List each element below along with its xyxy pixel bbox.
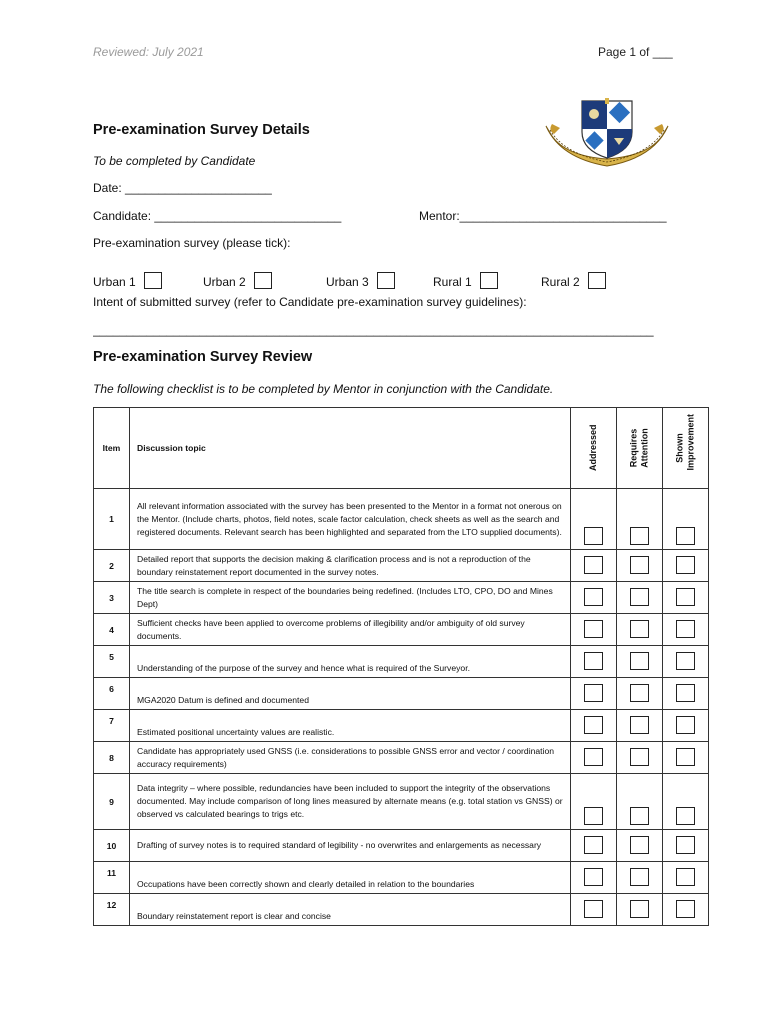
- header-requires-label: [629, 426, 651, 471]
- addressed-checkbox[interactable]: [584, 868, 603, 886]
- addressed-checkbox[interactable]: [584, 652, 603, 670]
- header-topic: Discussion topic: [130, 408, 571, 489]
- option-rural-2[interactable]: [541, 272, 606, 289]
- shown-improvement-cell: [663, 830, 709, 862]
- checkbox[interactable]: [144, 272, 162, 289]
- requires-attention-cell: [617, 742, 663, 774]
- requires-attention-checkbox[interactable]: [630, 620, 649, 638]
- survey-type-prompt: Pre-examination survey (please tick):: [93, 236, 291, 250]
- checkbox[interactable]: [377, 272, 395, 289]
- intent-field[interactable]: ____________________________________________________________________________________: [93, 323, 654, 337]
- requires-attention-cell: [617, 894, 663, 926]
- requires-attention-cell: [617, 550, 663, 582]
- row-item-number: 3: [94, 582, 130, 614]
- shown-improvement-checkbox[interactable]: [676, 868, 695, 886]
- shown-improvement-cell: [663, 774, 709, 830]
- shown-improvement-checkbox[interactable]: [676, 588, 695, 606]
- header-shown-line2: Improvement: [685, 413, 696, 471]
- header-requires-attention: [617, 408, 663, 489]
- checklist-header-row: [94, 408, 709, 489]
- option-label: Urban 1: [93, 275, 136, 289]
- reviewed-date: Reviewed: July 2021: [93, 45, 204, 59]
- row-item-number: 10: [94, 830, 130, 862]
- shown-improvement-cell: [663, 894, 709, 926]
- requires-attention-checkbox[interactable]: [630, 652, 649, 670]
- row-item-number: 4: [94, 614, 130, 646]
- intent-prompt: Intent of submitted survey (refer to Candidate pre-examination survey guidelines):: [93, 295, 527, 309]
- shown-improvement-cell: [663, 862, 709, 894]
- addressed-cell: [571, 614, 617, 646]
- requires-attention-cell: [617, 582, 663, 614]
- shown-improvement-checkbox[interactable]: [676, 716, 695, 734]
- shown-improvement-checkbox[interactable]: [676, 900, 695, 918]
- requires-attention-cell: [617, 710, 663, 742]
- row-topic: Candidate has appropriately used GNSS (i.e. considerations to possible GNSS error and vector / coordination accuracy requirements): [130, 742, 571, 774]
- addressed-cell: [571, 582, 617, 614]
- option-label: Urban 2: [203, 275, 246, 289]
- requires-attention-cell: [617, 774, 663, 830]
- row-item-number: 11: [94, 862, 130, 894]
- addressed-checkbox[interactable]: [584, 807, 603, 825]
- mentor-field[interactable]: Mentor:_______________________________: [419, 209, 667, 223]
- details-title: Pre-examination Survey Details: [93, 122, 310, 138]
- requires-attention-cell: [617, 489, 663, 550]
- option-urban-3[interactable]: [326, 272, 395, 289]
- shown-improvement-cell: [663, 678, 709, 710]
- requires-attention-cell: [617, 678, 663, 710]
- row-item-number: 9: [94, 774, 130, 830]
- shown-improvement-checkbox[interactable]: [676, 684, 695, 702]
- table-row: [94, 710, 709, 742]
- addressed-cell: [571, 646, 617, 678]
- header-addressed-label: Addressed: [588, 423, 598, 471]
- header-requires-line1: Requires: [628, 428, 639, 468]
- row-topic: Estimated positional uncertainty values are realistic.: [130, 710, 571, 742]
- option-label: Urban 3: [326, 275, 369, 289]
- row-topic: Sufficient checks have been applied to overcome problems of illegibility and/or ambiguity of old survey documents.: [130, 614, 571, 646]
- requires-attention-checkbox[interactable]: [630, 684, 649, 702]
- addressed-cell: [571, 489, 617, 550]
- requires-attention-checkbox[interactable]: [630, 836, 649, 854]
- header-item: Item: [94, 408, 130, 489]
- addressed-cell: [571, 678, 617, 710]
- row-item-number: 12: [94, 894, 130, 926]
- addressed-cell: [571, 830, 617, 862]
- addressed-checkbox[interactable]: [584, 556, 603, 574]
- addressed-cell: [571, 550, 617, 582]
- row-topic: Drafting of survey notes is to required standard of legibility - no overwrites and enlargements as necessary: [130, 830, 571, 862]
- row-item-number: 2: [94, 550, 130, 582]
- row-topic: Occupations have been correctly shown and clearly detailed in relation to the boundaries: [130, 862, 571, 894]
- row-item-number: 7: [94, 710, 130, 742]
- shown-improvement-checkbox[interactable]: [676, 527, 695, 545]
- table-row: [94, 774, 709, 830]
- shown-improvement-checkbox[interactable]: [676, 652, 695, 670]
- row-topic: Detailed report that supports the decision making & clarification process and is not a reproduction of the boundary reinstatement report documented in the survey notes.: [130, 550, 571, 582]
- table-row: [94, 742, 709, 774]
- checkbox[interactable]: [254, 272, 272, 289]
- table-row: [94, 830, 709, 862]
- addressed-cell: [571, 710, 617, 742]
- header-shown-improvement: [663, 408, 709, 489]
- row-topic: The title search is complete in respect of the boundaries being redefined. (Includes LTO, CPO, DO and Mines Dept): [130, 582, 571, 614]
- addressed-checkbox[interactable]: [584, 900, 603, 918]
- table-row: [94, 582, 709, 614]
- requires-attention-checkbox[interactable]: [630, 716, 649, 734]
- shown-improvement-cell: [663, 646, 709, 678]
- table-row: [94, 678, 709, 710]
- requires-attention-checkbox[interactable]: [630, 748, 649, 766]
- header-addressed: [571, 408, 617, 489]
- page-number: Page 1 of ___: [598, 45, 673, 59]
- checklist-table: [93, 407, 709, 926]
- option-urban-2[interactable]: [203, 272, 272, 289]
- shown-improvement-checkbox[interactable]: [676, 556, 695, 574]
- shown-improvement-checkbox[interactable]: [676, 620, 695, 638]
- shown-improvement-cell: [663, 614, 709, 646]
- header-shown-line1: Shown: [674, 433, 685, 463]
- requires-attention-checkbox[interactable]: [630, 556, 649, 574]
- requires-attention-checkbox[interactable]: [630, 807, 649, 825]
- addressed-cell: [571, 862, 617, 894]
- addressed-cell: [571, 894, 617, 926]
- review-subtitle: The following checklist is to be completed by Mentor in conjunction with the Candidate.: [93, 382, 554, 396]
- row-topic: MGA2020 Datum is defined and documented: [130, 678, 571, 710]
- row-item-number: 8: [94, 742, 130, 774]
- shown-improvement-cell: [663, 550, 709, 582]
- addressed-checkbox[interactable]: [584, 588, 603, 606]
- shown-improvement-checkbox[interactable]: [676, 807, 695, 825]
- row-topic: Understanding of the purpose of the survey and hence what is required of the Surveyor.: [130, 646, 571, 678]
- table-row: [94, 489, 709, 550]
- row-item-number: 1: [94, 489, 130, 550]
- option-urban-1[interactable]: [93, 272, 162, 289]
- shown-improvement-cell: [663, 489, 709, 550]
- row-topic: Data integrity – where possible, redundancies have been included to support the integrity of the observations documented. May include comparison of long lines measured by alternate means (e.g. total station vs GNSS) or observed vs calculated bearings to trigs etc.: [130, 774, 571, 830]
- header-requires-line2: Attention: [639, 428, 650, 468]
- review-title: Pre-examination Survey Review: [93, 349, 313, 365]
- option-label: Rural 1: [433, 275, 472, 289]
- requires-attention-cell: [617, 646, 663, 678]
- requires-attention-checkbox[interactable]: [630, 588, 649, 606]
- addressed-checkbox[interactable]: [584, 684, 603, 702]
- checkbox[interactable]: [588, 272, 606, 289]
- table-row: [94, 894, 709, 926]
- row-topic: All relevant information associated with the survey has been presented to the Mentor in a format not onerous on the Mentor. (Include charts, photos, field notes, scale factor calculation, check sheets as well as the search and registered documents. Relevant search has been highlighted and separated from the LTO supplied documents).: [130, 489, 571, 550]
- addressed-cell: [571, 774, 617, 830]
- requires-attention-checkbox[interactable]: [630, 527, 649, 545]
- shown-improvement-checkbox[interactable]: [676, 748, 695, 766]
- requires-attention-checkbox[interactable]: [630, 900, 649, 918]
- table-row: [94, 646, 709, 678]
- requires-attention-cell: [617, 862, 663, 894]
- option-rural-1[interactable]: [433, 272, 498, 289]
- checkbox[interactable]: [480, 272, 498, 289]
- details-subtitle: To be completed by Candidate: [93, 154, 256, 168]
- row-item-number: 6: [94, 678, 130, 710]
- addressed-cell: [571, 742, 617, 774]
- addressed-checkbox[interactable]: [584, 620, 603, 638]
- shown-improvement-cell: [663, 742, 709, 774]
- addressed-checkbox[interactable]: [584, 527, 603, 545]
- shown-improvement-cell: [663, 582, 709, 614]
- addressed-checkbox[interactable]: [584, 716, 603, 734]
- header-shown-label: [674, 413, 697, 471]
- row-topic: Boundary reinstatement report is clear and concise: [130, 894, 571, 926]
- option-label: Rural 2: [541, 275, 580, 289]
- requires-attention-checkbox[interactable]: [630, 868, 649, 886]
- table-row: [94, 862, 709, 894]
- addressed-checkbox[interactable]: [584, 748, 603, 766]
- addressed-checkbox[interactable]: [584, 836, 603, 854]
- shown-improvement-cell: [663, 710, 709, 742]
- row-item-number: 5: [94, 646, 130, 678]
- requires-attention-cell: [617, 614, 663, 646]
- candidate-field[interactable]: Candidate: ____________________________: [93, 209, 342, 223]
- date-field[interactable]: Date: ______________________: [93, 181, 272, 195]
- table-row: [94, 614, 709, 646]
- shown-improvement-checkbox[interactable]: [676, 836, 695, 854]
- table-row: [94, 550, 709, 582]
- board-crest-logo: [542, 96, 672, 174]
- requires-attention-cell: [617, 830, 663, 862]
